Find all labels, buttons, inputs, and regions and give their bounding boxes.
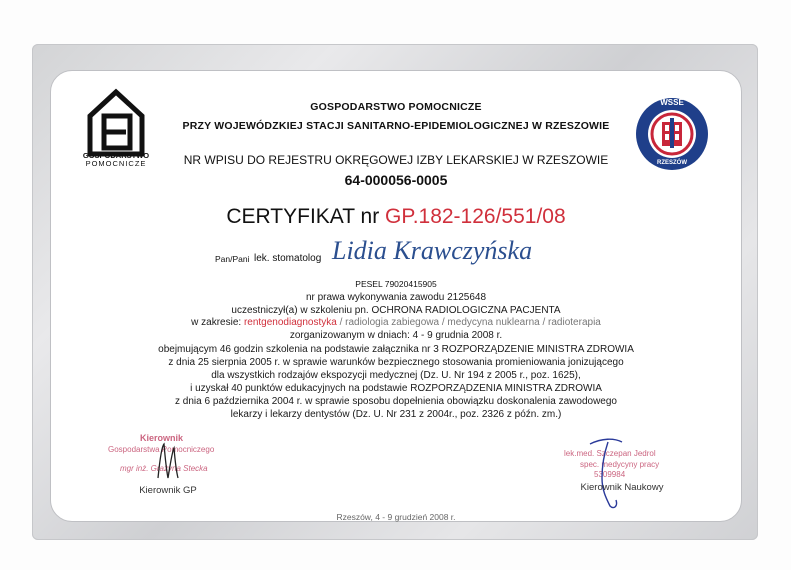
left-signature-label: Kierownik GP (139, 485, 197, 496)
scope-selected: rentgenodiagnostyka (243, 317, 337, 328)
registry-number: 64-000056-0005 (344, 172, 448, 188)
body-line-1: obejmującym 46 godzin szkolenia na podstawie załącznika nr 3 ROZPORZĄDZENIE MINISTRA ZDROWIA (158, 344, 634, 355)
right-stamp-line3: 5309984 (594, 470, 626, 479)
certificate-label: CERTYFIKAT nr (226, 205, 380, 228)
left-stamp-line2: Gospodarstwa Pomocniczego (108, 445, 215, 454)
registry-title: NR WPISU DO REJESTRU OKRĘGOWEJ IZBY LEKARSKIEJ W RZESZOWIE (183, 153, 609, 167)
organized-dates: zorganizowanym w dniach: 4 - 9 grudnia 2008 r. (289, 330, 503, 341)
scope-prefix: w zakresie: (191, 317, 242, 328)
body-line-3: dla wszystkich rodzajów ekspozycji medycznej (Dz. U. Nr 194 z 2005 r., poz. 1625), (211, 370, 581, 381)
right-signature-icon (580, 436, 630, 516)
body-line-2: z dnia 25 sierpnia 2005 r. w sprawie warunków bezpiecznego stosowania promieniowania jonizującego (168, 357, 624, 368)
recipient-prefix: Pan/Pani (215, 254, 250, 264)
license-number: nr prawa wykonywania zawodu 2125648 (305, 292, 487, 303)
scope-rest: / radiologia zabiegowa / medycyna nuklearna / radioterapia (339, 317, 601, 328)
right-signature-label: Kierownik Naukowy (580, 482, 664, 493)
pesel: PESEL 79020415905 (355, 279, 437, 289)
right-stamp-line2: spec. medycyny pracy (580, 460, 660, 469)
logo-text-line2: POMOCNICZE (85, 159, 147, 168)
body-line-6: lekarzy i lekarzy dentystów (Dz. U. Nr 231 z 2004r., poz. 2326 z późn. zm.) (230, 409, 562, 420)
left-stamp-line3: mgr inż. Grażyna Stecka (120, 464, 208, 473)
course-name: uczestniczył(a) w szkoleniu pn. OCHRONA RADIOLOGICZNA PACJENTA (231, 305, 561, 316)
scope-line (191, 317, 601, 328)
certificate-title (226, 205, 565, 229)
certificate-number: GP.182-126/551/08 (385, 205, 566, 228)
left-signature-icon (150, 438, 190, 484)
recipient-role: lek. stomatolog (254, 253, 322, 264)
logo-text-line1: GOSPODARSTWO (82, 151, 150, 160)
wsse-top-text: WSSE (660, 98, 684, 107)
place-date: Rzeszów, 4 - 9 grudzień 2008 r. (336, 512, 456, 522)
body-line-4: i uzyskał 40 punktów edukacyjnych na podstawie ROZPORZĄDZENIA MINISTRA ZDROWIA (190, 383, 602, 394)
right-stamp-line1: lek.med. Szczepan Jedrol (564, 449, 656, 458)
header-line1: GOSPODARSTWO POMOCNICZE (310, 101, 482, 113)
body-line-5: z dnia 6 października 2004 r. w sprawie sposobu dopełnienia obowiązku doskonalenia zawodowego (175, 396, 617, 407)
left-stamp-line1: Kierownik (140, 433, 184, 443)
header-line2: PRZY WOJEWÓDZKIEJ STACJI SANITARNO-EPIDEMIOLOGICZNEJ W RZESZOWIE (182, 120, 610, 132)
wsse-bottom-text: RZESZÓW (657, 160, 687, 166)
recipient-name: Lidia Krawczyńska (332, 236, 533, 265)
